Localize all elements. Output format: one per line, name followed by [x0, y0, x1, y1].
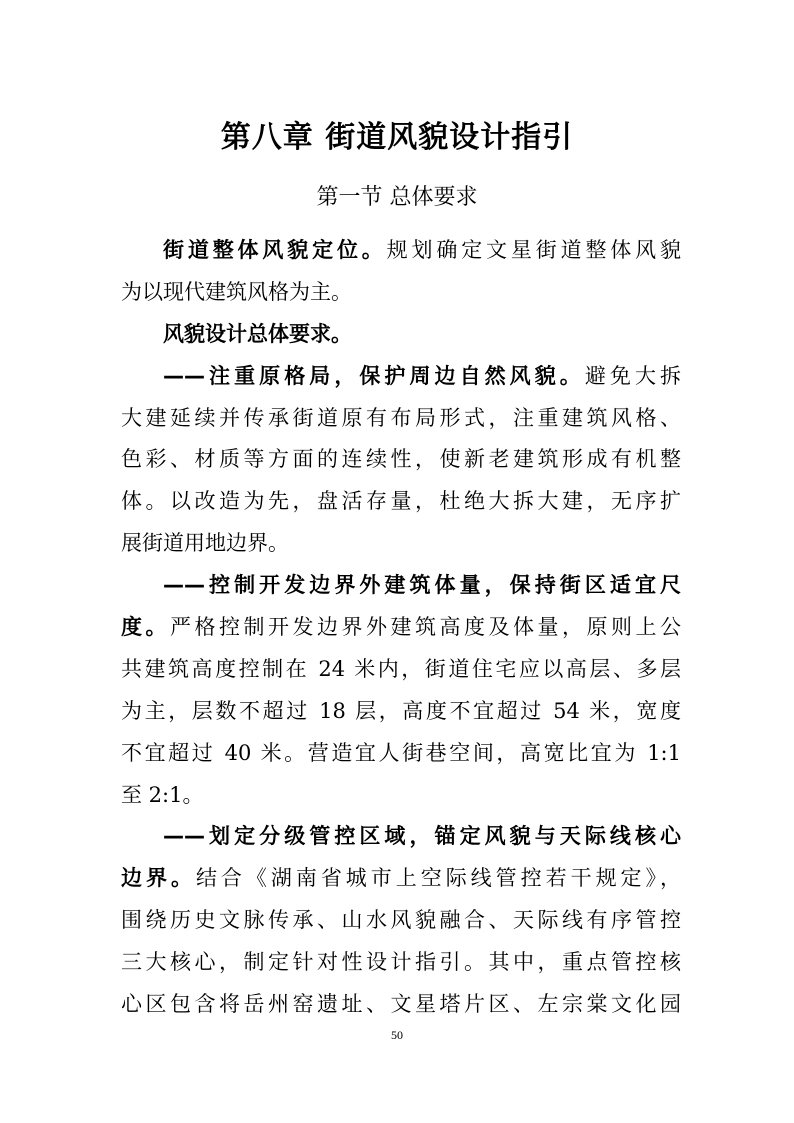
line-text: 为主，层数不超过 18 层，高度不宜超过 54 米，宽度 [121, 698, 681, 723]
line-text: 严格控制开发边界外建筑高度及体量，原则上公 [170, 615, 681, 640]
line-text: 不宜超过 40 米。营造宜人街巷空间，高宽比宜为 1:1 [121, 740, 681, 765]
chapter-title: 第八章 街道风貌设计指引 [220, 120, 574, 155]
text-line [121, 984, 681, 1026]
text-line [121, 565, 681, 607]
line-text: 三大核心，制定针对性设计指引。其中，重点管控核 [121, 950, 681, 975]
text-line [121, 607, 681, 649]
bold-lead: 度。 [121, 615, 170, 640]
text-line [121, 649, 681, 691]
text-line [121, 733, 681, 775]
text-line [121, 439, 681, 481]
line-text: 规划确定文星街道整体风貌 [386, 238, 682, 262]
line-text: 心区包含将岳州窑遗址、文星塔片区、左宗棠文化园 [121, 992, 681, 1017]
line-text: 体。以改造为先，盘活存量，杜绝大拆大建，无序扩 [121, 489, 681, 514]
line-text: 大建延续并传承街道原有布局形式，注重建筑风格、 [121, 405, 681, 430]
line-text: 至 2:1。 [121, 782, 204, 807]
line-text: 色彩、材质等方面的连续性，使新老建筑形成有机整 [121, 447, 681, 472]
text-line [121, 230, 681, 272]
bold-lead: ——注重原格局，保护周边自然风貌。 [163, 363, 585, 388]
text-line [121, 858, 681, 900]
text-line [121, 314, 681, 356]
body-text [121, 230, 681, 1026]
text-line [121, 481, 681, 523]
section-title: 第一节 总体要求 [316, 185, 478, 210]
line-text: 展街道用地边界。 [121, 531, 289, 556]
page-number: 50 [391, 1028, 403, 1042]
text-line [121, 942, 681, 984]
text-line [121, 775, 681, 817]
text-line [121, 272, 681, 314]
line-text: 围绕历史文脉传承、山水风貌融合、天际线有序管控 [121, 908, 681, 933]
bold-lead: 风貌设计总体要求。 [163, 321, 352, 346]
text-line [121, 816, 681, 858]
text-line [121, 356, 681, 398]
bold-lead: ——控制开发边界外建筑体量，保持街区适宜尺 [163, 573, 681, 598]
bold-lead: 边界。 [121, 866, 196, 891]
text-line [121, 691, 681, 733]
line-text: 结合《湖南省城市上空际线管控若干规定》， [195, 866, 682, 891]
line-text: 避免大拆 [584, 363, 682, 388]
bold-lead: ——划定分级管控区域，锚定风貌与天际线核心 [163, 824, 681, 849]
line-text: 共建筑高度控制在 24 米内，街道住宅应以高层、多层 [121, 656, 681, 681]
bold-lead: 街道整体风貌定位。 [163, 238, 387, 262]
text-line [121, 398, 681, 440]
text-line [121, 523, 681, 565]
text-line [121, 900, 681, 942]
line-text: 为以现代建筑风格为主。 [121, 279, 352, 304]
